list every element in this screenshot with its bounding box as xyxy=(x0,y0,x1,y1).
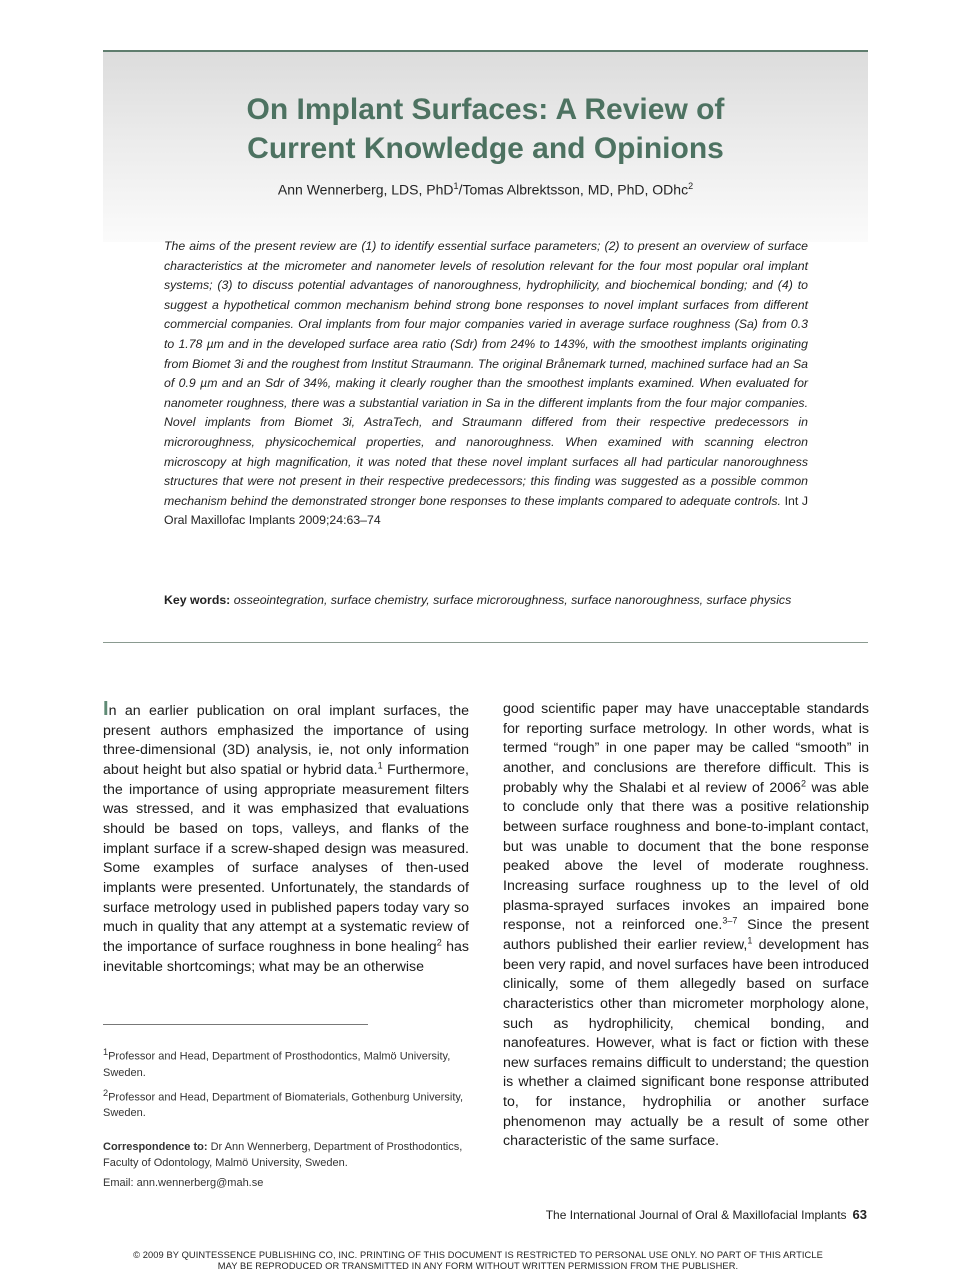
body-column-right xyxy=(503,700,869,1152)
abstract xyxy=(164,237,808,531)
footnote-1 xyxy=(103,1044,473,1081)
author-1: Ann Wennerberg, LDS, PhD xyxy=(277,181,454,198)
footnote-2 xyxy=(103,1085,473,1122)
abstract-text: The aims of the present review are (1) to identify essential surface parameters; (2) to present an overview of surface characteristics at the micrometer and nanometer levels of resolution relevant for the four most popular oral implant systems; (3) to discuss potential advantages of nanoroughness, hydrophilicity, and biochemical bonding; and (4) to suggest a hypothetical common mechanism behind strong bone responses to novel implant surfaces from different commercial companies. Oral implants from four major companies varied in average surface roughness (Sa) from 0.3 to 1.78 µm and in the developed surface area ratio (Sdr) from 24% to 143%, with the smoothest implants originating from Biomet 3i and the roughest from Institut Straumann. The original Brånemark turned, machined surface had an Sa of 0.9 µm and an Sdr of 34%, making it clearly rougher than the smoothest implants examined. When evaluated for nanometer roughness, there was a substantial variation in Sa in the different implants from the four major companies. Novel implants from Biomet 3i, AstraTech, and Straumann differed from their respective predecessors in microroughness, physicochemical properties, and nanoroughness. When examined with scanning electron microscopy at high magnification, it was noted that these novel implant surfaces all had particular nanoroughness structures that were not present in their respective predecessors; this finding was suggested as a possible common mechanism behind the demonstrated stronger bone responses to these implants compared to adequate controls. xyxy=(164,239,808,508)
reference-mark: 2 xyxy=(436,937,442,948)
footnote-2-mark: 2 xyxy=(103,1087,109,1098)
drop-cap: I xyxy=(103,698,109,720)
article-title-line-1: On Implant Surfaces: A Review of xyxy=(246,93,725,126)
footnote-2-text: Professor and Head, Department of Biomaterials, Gothenburg University, Sweden. xyxy=(103,1091,464,1120)
section-divider xyxy=(103,642,868,643)
correspondence-text: Dr Ann Wennerberg, Department of Prosthodontics, Faculty of Odontology, Malmö University, Sweden. xyxy=(103,1141,463,1170)
author-line xyxy=(103,181,868,198)
footnote-1-mark: 1 xyxy=(103,1047,109,1057)
body-left-part-b: Furthermore, the importance of using appropriate measurement filters was stressed, and it was emphasized that evaluations should be based on tops, valleys, and flanks of the implant surface if a screw-shaped design was measured. Some examples of surface analyses of then-used implants were presented. Unfortunately, the standards of surface metrology used in published papers today vary so much in quality that any attempt at a systematic review of the importance of surface roughness in bone healing xyxy=(103,761,469,955)
copyright-line-2: MAY BE REPRODUCED OR TRANSMITTED IN ANY FORM WITHOUT WRITTEN PERMISSION FROM THE PUBLISHER. xyxy=(217,1261,739,1271)
page-number: 63 xyxy=(852,1207,867,1222)
body-right-part-b: was able to conclude only that there was a positive relationship between surface roughness and bone-to-implant contact, but was unable to document that the bone response peaked above the level of moderate roughness. Increasing surface roughness up to the level of old plasma-sprayed surfaces invokes an impaired bone response, not a reinforced one. xyxy=(503,779,869,934)
author-separator: / xyxy=(458,181,463,198)
reference-mark: 2 xyxy=(800,777,806,788)
correspondence-label: Correspondence to: xyxy=(103,1141,208,1154)
article-title-line-2: Current Knowledge and Opinions xyxy=(247,132,724,165)
author-1-affiliation-mark: 1 xyxy=(453,181,459,191)
keywords-text: osseointegration, surface chemistry, surface microroughness, surface nanoroughness, surface physics xyxy=(233,593,792,607)
body-left-part-a: n an earlier publication on oral implant surfaces, the present authors emphasized the importance of using three-dimensional (3D) analysis, ie, not only information about height but also spatial or hybrid data. xyxy=(103,703,469,778)
body-column-left xyxy=(103,700,469,977)
author-2-affiliation-mark: 2 xyxy=(688,181,694,191)
body-right-part-c: Since the present authors published their earlier review, xyxy=(503,917,870,953)
keywords-label: Key words: xyxy=(164,593,231,607)
correspondence xyxy=(103,1139,473,1171)
footnote-1-text: Professor and Head, Department of Prosthodontics, Malmö University, Sweden. xyxy=(103,1050,451,1079)
body-right-part-d: development has been very rapid, and novel surfaces have been introduced clinically, some of them allegedly based on surface characteristics other than micrometer morphology alone, such as hydrophilicity, chemical bonding, and nanofeatures. However, what is fact or fiction with these new surfaces remains difficult to understand; the question is whether a claimed significant bone response attributed to, for instance, hydrophilia or another surface phenomenon may actually be a result of some other characteristic of the same surface. xyxy=(503,936,869,1150)
reference-mark: 1 xyxy=(747,935,753,946)
reference-mark: 3–7 xyxy=(722,915,738,926)
body-right-part-a: good scientific paper may have unacceptable standards for reporting surface metrology. In other words, what is termed “rough” in one paper may be called “smooth” in another, and conclusions are therefore difficult. This is probably why the Shalabi et al review of 2006 xyxy=(503,701,869,796)
footnote-divider xyxy=(103,1024,368,1025)
keywords xyxy=(164,591,808,610)
article-title xyxy=(103,90,868,168)
copyright-line-1: © 2009 BY QUINTESSENCE PUBLISHING CO, INC. PRINTING OF THIS DOCUMENT IS RESTRICTED TO PERSONAL USE ONLY. NO PART OF THIS ARTICLE xyxy=(133,1250,823,1260)
abstract-citation: Int J Oral Maxillofac Implants 2009;24:63–74 xyxy=(164,493,808,528)
reference-mark: 1 xyxy=(377,760,383,771)
footnotes xyxy=(103,1044,473,1195)
body-left-part-c: has inevitable shortcomings; what may be an otherwise xyxy=(103,938,469,975)
correspondence-email: Email: ann.wennerberg@mah.se xyxy=(103,1177,264,1190)
copyright-notice xyxy=(50,1250,906,1272)
author-2: Tomas Albrektsson, MD, PhD, ODhc xyxy=(462,181,689,198)
running-footer xyxy=(546,1207,867,1222)
journal-name: The International Journal of Oral & Maxillofacial Implants xyxy=(545,1208,847,1222)
